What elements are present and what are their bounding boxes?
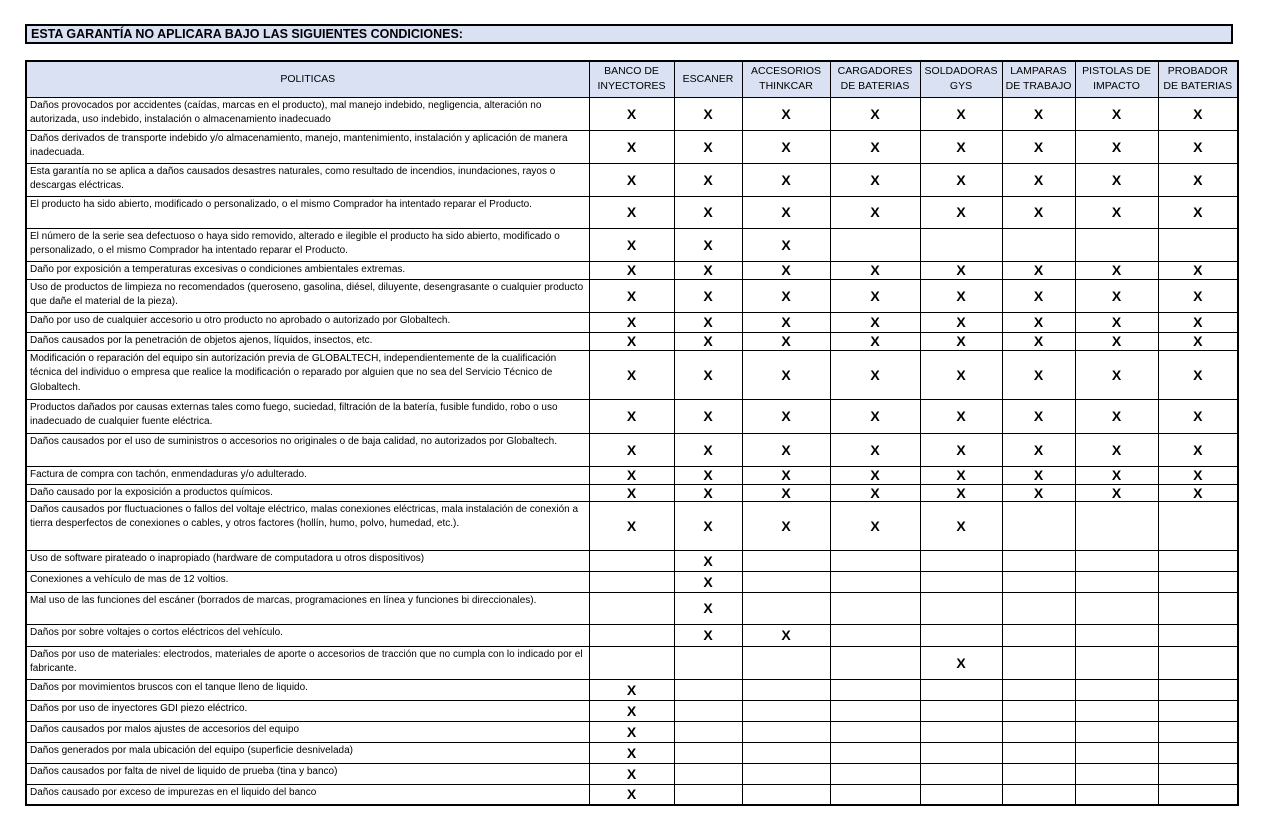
coverage-mark-cell: X [742,332,830,350]
coverage-mark-cell: X [589,721,674,742]
coverage-mark-cell: X [674,399,742,433]
coverage-mark-cell: X [830,261,920,279]
coverage-mark-cell: X [1158,466,1238,484]
coverage-mark-cell [1075,742,1158,763]
table-row [26,592,1238,624]
coverage-mark-cell: X [830,350,920,399]
coverage-mark-cell: X [1158,261,1238,279]
coverage-mark-cell: X [742,501,830,550]
coverage-mark-cell: X [742,312,830,332]
coverage-mark-cell [742,763,830,784]
coverage-mark-cell: X [830,196,920,228]
coverage-mark-cell: X [1158,484,1238,501]
coverage-mark-cell [920,763,1002,784]
coverage-mark-cell [589,550,674,571]
coverage-mark-cell: X [589,97,674,130]
coverage-mark-cell [1002,501,1075,550]
column-header: CARGADORES DE BATERIAS [830,61,920,97]
coverage-mark-cell: X [674,350,742,399]
coverage-mark-cell: X [1002,130,1075,163]
coverage-mark-cell [830,784,920,805]
coverage-mark-cell [1075,228,1158,261]
coverage-mark-cell: X [1158,350,1238,399]
coverage-mark-cell: X [830,312,920,332]
policy-cell: El número de la serie sea defectuoso o haya sido removido, alterado e ilegible el producto ha sido abierto, modificado o personalizado, o el mismo Comprador ha intentado reparar el Producto. [26,228,589,261]
coverage-mark-cell: X [674,433,742,466]
coverage-mark-cell: X [589,679,674,700]
coverage-mark-cell [1158,784,1238,805]
column-header: PROBADOR DE BATERIAS [1158,61,1238,97]
coverage-mark-cell: X [830,163,920,196]
coverage-mark-cell: X [589,466,674,484]
table-row [26,196,1238,228]
coverage-mark-cell [920,742,1002,763]
coverage-mark-cell: X [589,261,674,279]
coverage-mark-cell: X [920,350,1002,399]
coverage-mark-cell [830,742,920,763]
coverage-mark-cell [674,742,742,763]
coverage-mark-cell: X [742,196,830,228]
coverage-mark-cell: X [1002,196,1075,228]
coverage-mark-cell: X [674,97,742,130]
coverage-mark-cell [674,784,742,805]
coverage-mark-cell: X [920,433,1002,466]
coverage-mark-cell [920,721,1002,742]
coverage-mark-cell [920,679,1002,700]
coverage-mark-cell [920,550,1002,571]
coverage-mark-cell: X [674,550,742,571]
coverage-mark-cell [589,571,674,592]
coverage-mark-cell [1075,679,1158,700]
coverage-mark-cell: X [1002,279,1075,312]
policy-cell: Daños causados por fluctuaciones o fallos del voltaje eléctrico, malas conexiones eléctricas, mala instalación de conexión a tierra desperfectos de conexiones o cables, y otros factores (hollín, humo, polvo, humedad, etc.). [26,501,589,550]
coverage-mark-cell [830,571,920,592]
coverage-mark-cell: X [920,332,1002,350]
warranty-conditions-table [25,60,1239,806]
coverage-mark-cell [920,624,1002,646]
policy-cell: Daño causado por la exposición a productos químicos. [26,484,589,501]
coverage-mark-cell [830,646,920,679]
table-row [26,97,1238,130]
policy-cell: Conexiones a vehículo de mas de 12 voltios. [26,571,589,592]
coverage-mark-cell: X [674,571,742,592]
coverage-mark-cell: X [589,700,674,721]
coverage-mark-cell: X [830,399,920,433]
table-row [26,646,1238,679]
coverage-mark-cell: X [674,332,742,350]
coverage-mark-cell [830,679,920,700]
coverage-mark-cell: X [742,484,830,501]
table-row [26,350,1238,399]
coverage-mark-cell: X [830,130,920,163]
policy-cell: Uso de productos de limpieza no recomendados (queroseno, gasolina, diésel, diluyente, desengrasante o cualquier producto que dañe el material de la pieza). [26,279,589,312]
policy-cell: Daños causados por la penetración de objetos ajenos, líquidos, insectos, etc. [26,332,589,350]
table-row [26,784,1238,805]
coverage-mark-cell [1158,592,1238,624]
coverage-mark-cell: X [674,196,742,228]
coverage-mark-cell: X [920,646,1002,679]
policy-cell: Modificación o reparación del equipo sin autorización previa de GLOBALTECH, independientemente de la cualificación técnica del individuo o empresa que realice la modificación o reparado por alguien que no sea del Servicio Técnico de Globaltech. [26,350,589,399]
table-row [26,228,1238,261]
coverage-mark-cell: X [1075,279,1158,312]
coverage-mark-cell: X [589,196,674,228]
coverage-mark-cell [920,784,1002,805]
coverage-mark-cell [1158,501,1238,550]
coverage-mark-cell: X [830,279,920,312]
column-header: ESCANER [674,61,742,97]
coverage-mark-cell [830,228,920,261]
coverage-mark-cell [830,721,920,742]
coverage-mark-cell: X [589,784,674,805]
coverage-mark-cell [920,700,1002,721]
coverage-mark-cell [742,742,830,763]
coverage-mark-cell: X [674,624,742,646]
coverage-mark-cell: X [1075,466,1158,484]
policy-cell: Daños causado por exceso de impurezas en el liquido del banco [26,784,589,805]
policy-cell: Daños por movimientos bruscos con el tanque lleno de liquido. [26,679,589,700]
policy-cell: Uso de software pirateado o inapropiado (hardware de computadora u otros dispositivos) [26,550,589,571]
coverage-mark-cell: X [589,279,674,312]
coverage-mark-cell: X [920,501,1002,550]
coverage-mark-cell: X [1158,97,1238,130]
coverage-mark-cell: X [1075,196,1158,228]
coverage-mark-cell [1002,550,1075,571]
coverage-mark-cell [742,784,830,805]
coverage-mark-cell [920,228,1002,261]
coverage-mark-cell: X [674,228,742,261]
coverage-mark-cell: X [1075,399,1158,433]
coverage-mark-cell: X [830,466,920,484]
table-header-row [26,61,1238,97]
policy-cell: El producto ha sido abierto, modificado o personalizado, o el mismo Comprador ha intentado reparar el Producto. [26,196,589,228]
policy-cell: Productos dañados por causas externas tales como fuego, suciedad, filtración de la batería, fusible fundido, robo o uso inadecuado de cualquier fuente eléctrica. [26,399,589,433]
coverage-mark-cell: X [742,163,830,196]
coverage-mark-cell: X [1002,350,1075,399]
coverage-mark-cell: X [830,332,920,350]
coverage-mark-cell: X [742,228,830,261]
coverage-mark-cell [1002,571,1075,592]
coverage-mark-cell: X [1158,312,1238,332]
coverage-mark-cell: X [742,279,830,312]
coverage-mark-cell [742,550,830,571]
coverage-mark-cell: X [920,163,1002,196]
coverage-mark-cell: X [742,97,830,130]
policy-cell: Daños por sobre voltajes o cortos eléctricos del vehículo. [26,624,589,646]
coverage-mark-cell [674,763,742,784]
coverage-mark-cell [1002,228,1075,261]
coverage-mark-cell [830,700,920,721]
table-row [26,571,1238,592]
coverage-mark-cell [830,624,920,646]
table-row [26,624,1238,646]
coverage-mark-cell: X [920,130,1002,163]
coverage-mark-cell [1075,784,1158,805]
coverage-mark-cell: X [742,261,830,279]
coverage-mark-cell [742,721,830,742]
coverage-mark-cell [830,592,920,624]
coverage-mark-cell: X [1158,279,1238,312]
column-header: ACCESORIOS THINKCAR [742,61,830,97]
coverage-mark-cell: X [589,433,674,466]
coverage-mark-cell [1002,646,1075,679]
column-header: PISTOLAS DE IMPACTO [1075,61,1158,97]
coverage-mark-cell [1158,228,1238,261]
table-row [26,433,1238,466]
coverage-mark-cell: X [920,484,1002,501]
coverage-mark-cell [1075,700,1158,721]
coverage-mark-cell: X [589,332,674,350]
coverage-mark-cell: X [589,312,674,332]
coverage-mark-cell: X [1002,97,1075,130]
coverage-mark-cell [1002,624,1075,646]
coverage-mark-cell [1158,742,1238,763]
coverage-mark-cell [1158,646,1238,679]
coverage-mark-cell [1158,763,1238,784]
coverage-mark-cell [742,646,830,679]
coverage-mark-cell [1075,721,1158,742]
coverage-mark-cell [1158,700,1238,721]
coverage-mark-cell [589,646,674,679]
table-row [26,466,1238,484]
table-row [26,130,1238,163]
coverage-mark-cell: X [1002,484,1075,501]
coverage-mark-cell: X [1002,332,1075,350]
coverage-mark-cell: X [589,763,674,784]
table-row [26,163,1238,196]
table-row [26,742,1238,763]
coverage-mark-cell [1002,742,1075,763]
coverage-mark-cell: X [920,196,1002,228]
coverage-mark-cell: X [742,130,830,163]
policy-cell: Daños por uso de inyectores GDI piezo eléctrico. [26,700,589,721]
coverage-mark-cell [1075,571,1158,592]
coverage-mark-cell: X [1158,130,1238,163]
coverage-mark-cell [1002,592,1075,624]
policy-cell: Daños generados por mala ubicación del equipo (superficie desnivelada) [26,742,589,763]
coverage-mark-cell: X [1075,433,1158,466]
coverage-mark-cell: X [589,742,674,763]
coverage-mark-cell: X [674,163,742,196]
coverage-mark-cell [742,592,830,624]
table-row [26,261,1238,279]
policy-cell: Esta garantía no se aplica a daños causados desastres naturales, como resultado de incendios, inundaciones, rayos o descargas eléctricas. [26,163,589,196]
policy-cell: Daños provocados por accidentes (caídas, marcas en el producto), mal manejo indebido, negligencia, alteración no autorizada, uso indebido, instalación o almacenamiento inadecuado [26,97,589,130]
coverage-mark-cell: X [920,97,1002,130]
coverage-mark-cell: X [830,433,920,466]
coverage-mark-cell: X [674,312,742,332]
coverage-mark-cell [1075,501,1158,550]
coverage-mark-cell: X [589,484,674,501]
table-row [26,679,1238,700]
coverage-mark-cell: X [589,163,674,196]
coverage-mark-cell: X [1002,433,1075,466]
coverage-mark-cell: X [589,228,674,261]
coverage-mark-cell: X [742,350,830,399]
coverage-mark-cell: X [589,350,674,399]
table-row [26,332,1238,350]
coverage-mark-cell: X [1075,484,1158,501]
column-header: LAMPARAS DE TRABAJO [1002,61,1075,97]
policy-cell: Factura de compra con tachón, enmendaduras y/o adulterado. [26,466,589,484]
policy-cell: Daños causados por el uso de suministros o accesorios no originales o de baja calidad, no autorizados por Globaltech. [26,433,589,466]
coverage-mark-cell [1158,679,1238,700]
coverage-mark-cell: X [1158,433,1238,466]
coverage-mark-cell [674,679,742,700]
coverage-mark-cell: X [742,399,830,433]
coverage-mark-cell: X [1158,196,1238,228]
coverage-mark-cell [920,571,1002,592]
coverage-mark-cell: X [830,484,920,501]
coverage-mark-cell: X [1002,399,1075,433]
coverage-mark-cell [1158,624,1238,646]
table-row [26,700,1238,721]
coverage-mark-cell [1002,700,1075,721]
coverage-mark-cell: X [742,433,830,466]
coverage-mark-cell [830,550,920,571]
table-row [26,312,1238,332]
coverage-mark-cell [742,700,830,721]
policy-cell: Daño por uso de cualquier accesorio u otro producto no aprobado o autorizado por Globaltech. [26,312,589,332]
coverage-mark-cell: X [830,97,920,130]
coverage-mark-cell: X [1075,312,1158,332]
coverage-mark-cell [1075,763,1158,784]
policy-cell: Mal uso de las funciones del escáner (borrados de marcas, programaciones en línea y funciones bi direccionales). [26,592,589,624]
coverage-mark-cell [1158,721,1238,742]
coverage-mark-cell [674,700,742,721]
table-body [26,97,1238,805]
coverage-mark-cell: X [674,484,742,501]
policy-cell: Daños causados por falta de nivel de liquido de prueba (tina y banco) [26,763,589,784]
page-title: ESTA GARANTÍA NO APLICARA BAJO LAS SIGUIENTES CONDICIONES: [25,24,1233,44]
coverage-mark-cell [742,679,830,700]
coverage-mark-cell: X [674,130,742,163]
coverage-mark-cell [1158,571,1238,592]
coverage-mark-cell [920,592,1002,624]
coverage-mark-cell: X [830,501,920,550]
coverage-mark-cell [742,571,830,592]
coverage-mark-cell: X [1002,163,1075,196]
table-row [26,550,1238,571]
coverage-mark-cell: X [920,399,1002,433]
table-row [26,763,1238,784]
table-row [26,721,1238,742]
coverage-mark-cell [1002,721,1075,742]
coverage-mark-cell: X [1002,312,1075,332]
coverage-mark-cell: X [1075,261,1158,279]
coverage-mark-cell [1075,550,1158,571]
coverage-mark-cell: X [1075,163,1158,196]
coverage-mark-cell: X [674,466,742,484]
coverage-mark-cell [1075,592,1158,624]
coverage-mark-cell: X [589,399,674,433]
coverage-mark-cell: X [1075,97,1158,130]
coverage-mark-cell: X [1158,163,1238,196]
coverage-mark-cell: X [742,624,830,646]
coverage-mark-cell [1002,763,1075,784]
coverage-mark-cell: X [674,592,742,624]
coverage-mark-cell [830,763,920,784]
coverage-mark-cell [1075,624,1158,646]
coverage-mark-cell [589,624,674,646]
column-header: SOLDADORAS GYS [920,61,1002,97]
coverage-mark-cell: X [1158,399,1238,433]
coverage-mark-cell: X [920,261,1002,279]
coverage-mark-cell: X [1002,261,1075,279]
table-row [26,484,1238,501]
coverage-mark-cell: X [589,130,674,163]
column-header-policies: POLITICAS [26,61,589,97]
table-row [26,399,1238,433]
coverage-mark-cell: X [674,501,742,550]
coverage-mark-cell [674,721,742,742]
coverage-mark-cell: X [742,466,830,484]
policy-cell: Daños por uso de materiales: electrodos, materiales de aporte o accesorios de tracción que no cumpla con lo indicado por el fabricante. [26,646,589,679]
coverage-mark-cell: X [589,501,674,550]
coverage-mark-cell: X [920,279,1002,312]
coverage-mark-cell: X [1075,332,1158,350]
coverage-mark-cell [1002,679,1075,700]
coverage-mark-cell: X [1075,350,1158,399]
table-row [26,279,1238,312]
coverage-mark-cell: X [674,279,742,312]
coverage-mark-cell: X [1002,466,1075,484]
coverage-mark-cell [674,646,742,679]
table-row [26,501,1238,550]
coverage-mark-cell: X [674,261,742,279]
coverage-mark-cell: X [1158,332,1238,350]
policy-cell: Daños causados por malos ajustes de accesorios del equipo [26,721,589,742]
coverage-mark-cell [1158,550,1238,571]
coverage-mark-cell: X [920,466,1002,484]
coverage-mark-cell [1075,646,1158,679]
coverage-mark-cell: X [920,312,1002,332]
policy-cell: Daños derivados de transporte indebido y/o almacenamiento, manejo, mantenimiento, instalación y aplicación de manera inadecuada. [26,130,589,163]
policy-cell: Daño por exposición a temperaturas excesivas o condiciones ambientales extremas. [26,261,589,279]
coverage-mark-cell [1002,784,1075,805]
coverage-mark-cell: X [1075,130,1158,163]
column-header: BANCO DE INYECTORES [589,61,674,97]
coverage-mark-cell [589,592,674,624]
